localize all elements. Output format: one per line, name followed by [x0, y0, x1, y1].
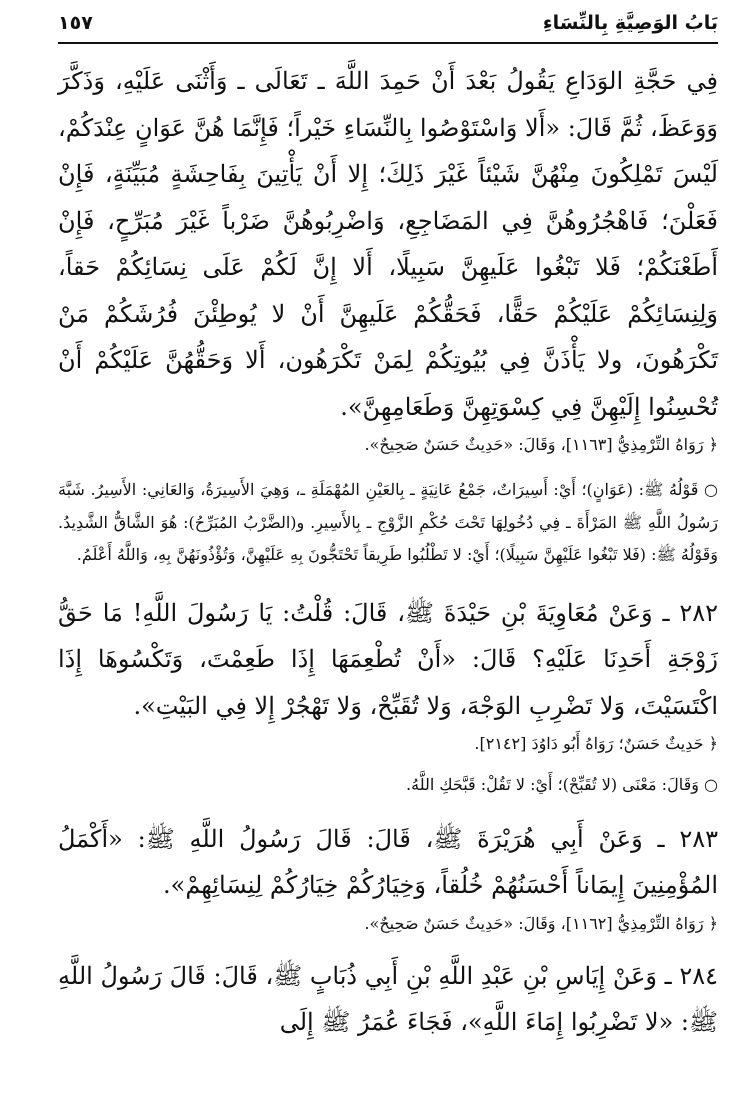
explanatory-note-2: ○ وَقَالَ: مَعْنَى (لا تُقَبِّحْ)؛ أَيْ: لا تَقُلْ: قَبَّحَكِ اللَّهُ.	[406, 775, 718, 794]
page-header	[58, 6, 718, 40]
hadith-source: ﴿ رَوَاهُ التِّرْمِذِيُّ [١١٦٣]، وَقَالَ: «حَدِيثٌ حَسَنٌ صَحِيحٌ».	[364, 435, 718, 454]
hadith-284: ٢٨٤ ـ وَعَنْ إِيَاسِ بْنِ عَبْدِ اللَّهِ بْنِ أَبِي ذُبَابٍ ﷺ، قَالَ: قَالَ رَسُولُ اللَّهِ ﷺ: «لا تَضْرِبُوا إِمَاءَ اللَّهِ»، فَجَاءَ عُمَرُ ﷺ إِلَى	[58, 961, 718, 1036]
chapter-title: بَابُ الوَصِيَّةِ بِالنِّسَاءِ	[542, 12, 718, 34]
page-number: ١٥٧	[58, 12, 93, 34]
header-divider	[58, 42, 718, 44]
hadith-283-source: ﴿ رَوَاهُ التِّرْمِذِيُّ [١١٦٢]، وَقَالَ: «حَدِيثٌ حَسَنٌ صَحِيحٌ».	[364, 913, 718, 933]
book-page	[58, 0, 718, 1112]
explanatory-note: ○ قَوْلُهُ ﷺ: (عَوَانٍ)؛ أَيْ: أَسِيرَاتٌ، جَمْعُ عَانِيَةٍ ـ بِالعَيْنِ المُهْمَلَةِ ـ، وَهِيَ الأَسِيرَةُ، وَالعَانِي: الأَسِيرُ. شَبَّهَ رَسُولُ اللَّهِ ﷺ المَرْأَةَ ـ فِي دُخُولِهَا تَحْتَ حُكْمِ الزَّوْجِ ـ بِالأَسِيرِ. و(الضَّرْبُ المُبَرِّحُ): هُوَ الشَّاقُّ الشَّدِيدُ. وَقَوْلُهُ ﷺ: (فَلا تَبْغُوا عَلَيْهِنَّ سَبِيلًا)؛ أَيْ: لا تَطْلُبُوا طَرِيقاً تَحْتَجُّونَ بِهِ عَلَيْهِنَّ، وَتُؤْذُونَهُنَّ بِهِ، وَاللَّهُ أَعْلَمُ.	[58, 480, 718, 564]
hadith-282-source: ﴿ حَدِيثٌ حَسَنٌ؛ رَوَاهُ أَبُو دَاوُدَ [٢١٤٢].	[474, 734, 718, 753]
page-body	[58, 58, 718, 1046]
hadith-283: ٢٨٣ ـ وَعَنْ أَبِي هُرَيْرَةَ ﷺ، قَالَ: قَالَ رَسُولُ اللَّهِ ﷺ: «أَكْمَلُ المُؤْمِنِينَ إِيمَاناً أَحْسَنُهُمْ خُلُقاً، وَخِيَارُكُمْ خِيَارُكُمْ لِنِسَائِهِمْ».	[58, 824, 718, 899]
hadith-continuation: فِي حَجَّةِ الوَدَاعِ يَقُولُ بَعْدَ أَنْ حَمِدَ اللَّهَ ـ تَعَالَى ـ وَأَثْنَى عَلَيْهِ، وَذَكَّرَ وَوَعَظَ، ثُمَّ قَالَ: «أَلا وَاسْتَوْصُوا بِالنِّسَاءِ خَيْراً؛ فَإِنَّمَا هُنَّ عَوَانٍ عِنْدَكُمْ، لَيْسَ تَمْلِكُونَ مِنْهُنَّ شَيْئاً غَيْرَ ذَلِكَ؛ إِلا أَنْ يَأْتِينَ بِفَاحِشَةٍ مُبَيِّنَةٍ، فَإِنْ فَعَلْنَ؛ فَاهْجُرُوهُنَّ فِي المَضَاجِعِ، وَاضْرِبُوهُنَّ ضَرْباً غَيْرَ مُبَرِّحٍ، فَإِنْ أَطَعْنَكُمْ؛ فَلا تَبْغُوا عَلَيهِنَّ سَبِيلًا، أَلا إِنَّ لَكُمْ عَلَى نِسَائِكُمْ حَقاً، وَلِنِسَائِكُمْ عَلَيْكُمْ حَقًّا، فَحَقُّكُمْ عَلَيهِنَّ أَنْ لا يُوطِئْنَ فُرُشَكُمْ مَنْ تَكْرَهُونَ، ولا يَأْذَنَّ فِي بُيُوتِكُمْ لِمَنْ تَكْرَهُون، أَلا وَحَقُّهُنَّ عَلَيْكُمْ أَنْ تُحْسِنُوا إِلَيْهِنَّ فِي كِسْوَتِهِنَّ وَطَعَامِهِنَّ».	[58, 67, 718, 421]
hadith-282: ٢٨٢ ـ وَعَنْ مُعَاوِيَةَ بْنِ حَيْدَةَ ﷺ، قَالَ: قُلْتُ: يَا رَسُولَ اللَّهِ! مَا حَقُّ زَوْجَةِ أَحَدِنَا عَلَيْهِ؟ قَالَ: «أَنْ تُطْعِمَهَا إِذَا طَعِمْتَ، وَتَكْسُوهَا إِذَا اكْتَسَيْتَ، وَلا تَضْرِبِ الوَجْهَ، وَلا تُقَبِّحْ، وَلا تَهْجُرْ إِلا فِي البَيْتِ».	[58, 598, 718, 720]
